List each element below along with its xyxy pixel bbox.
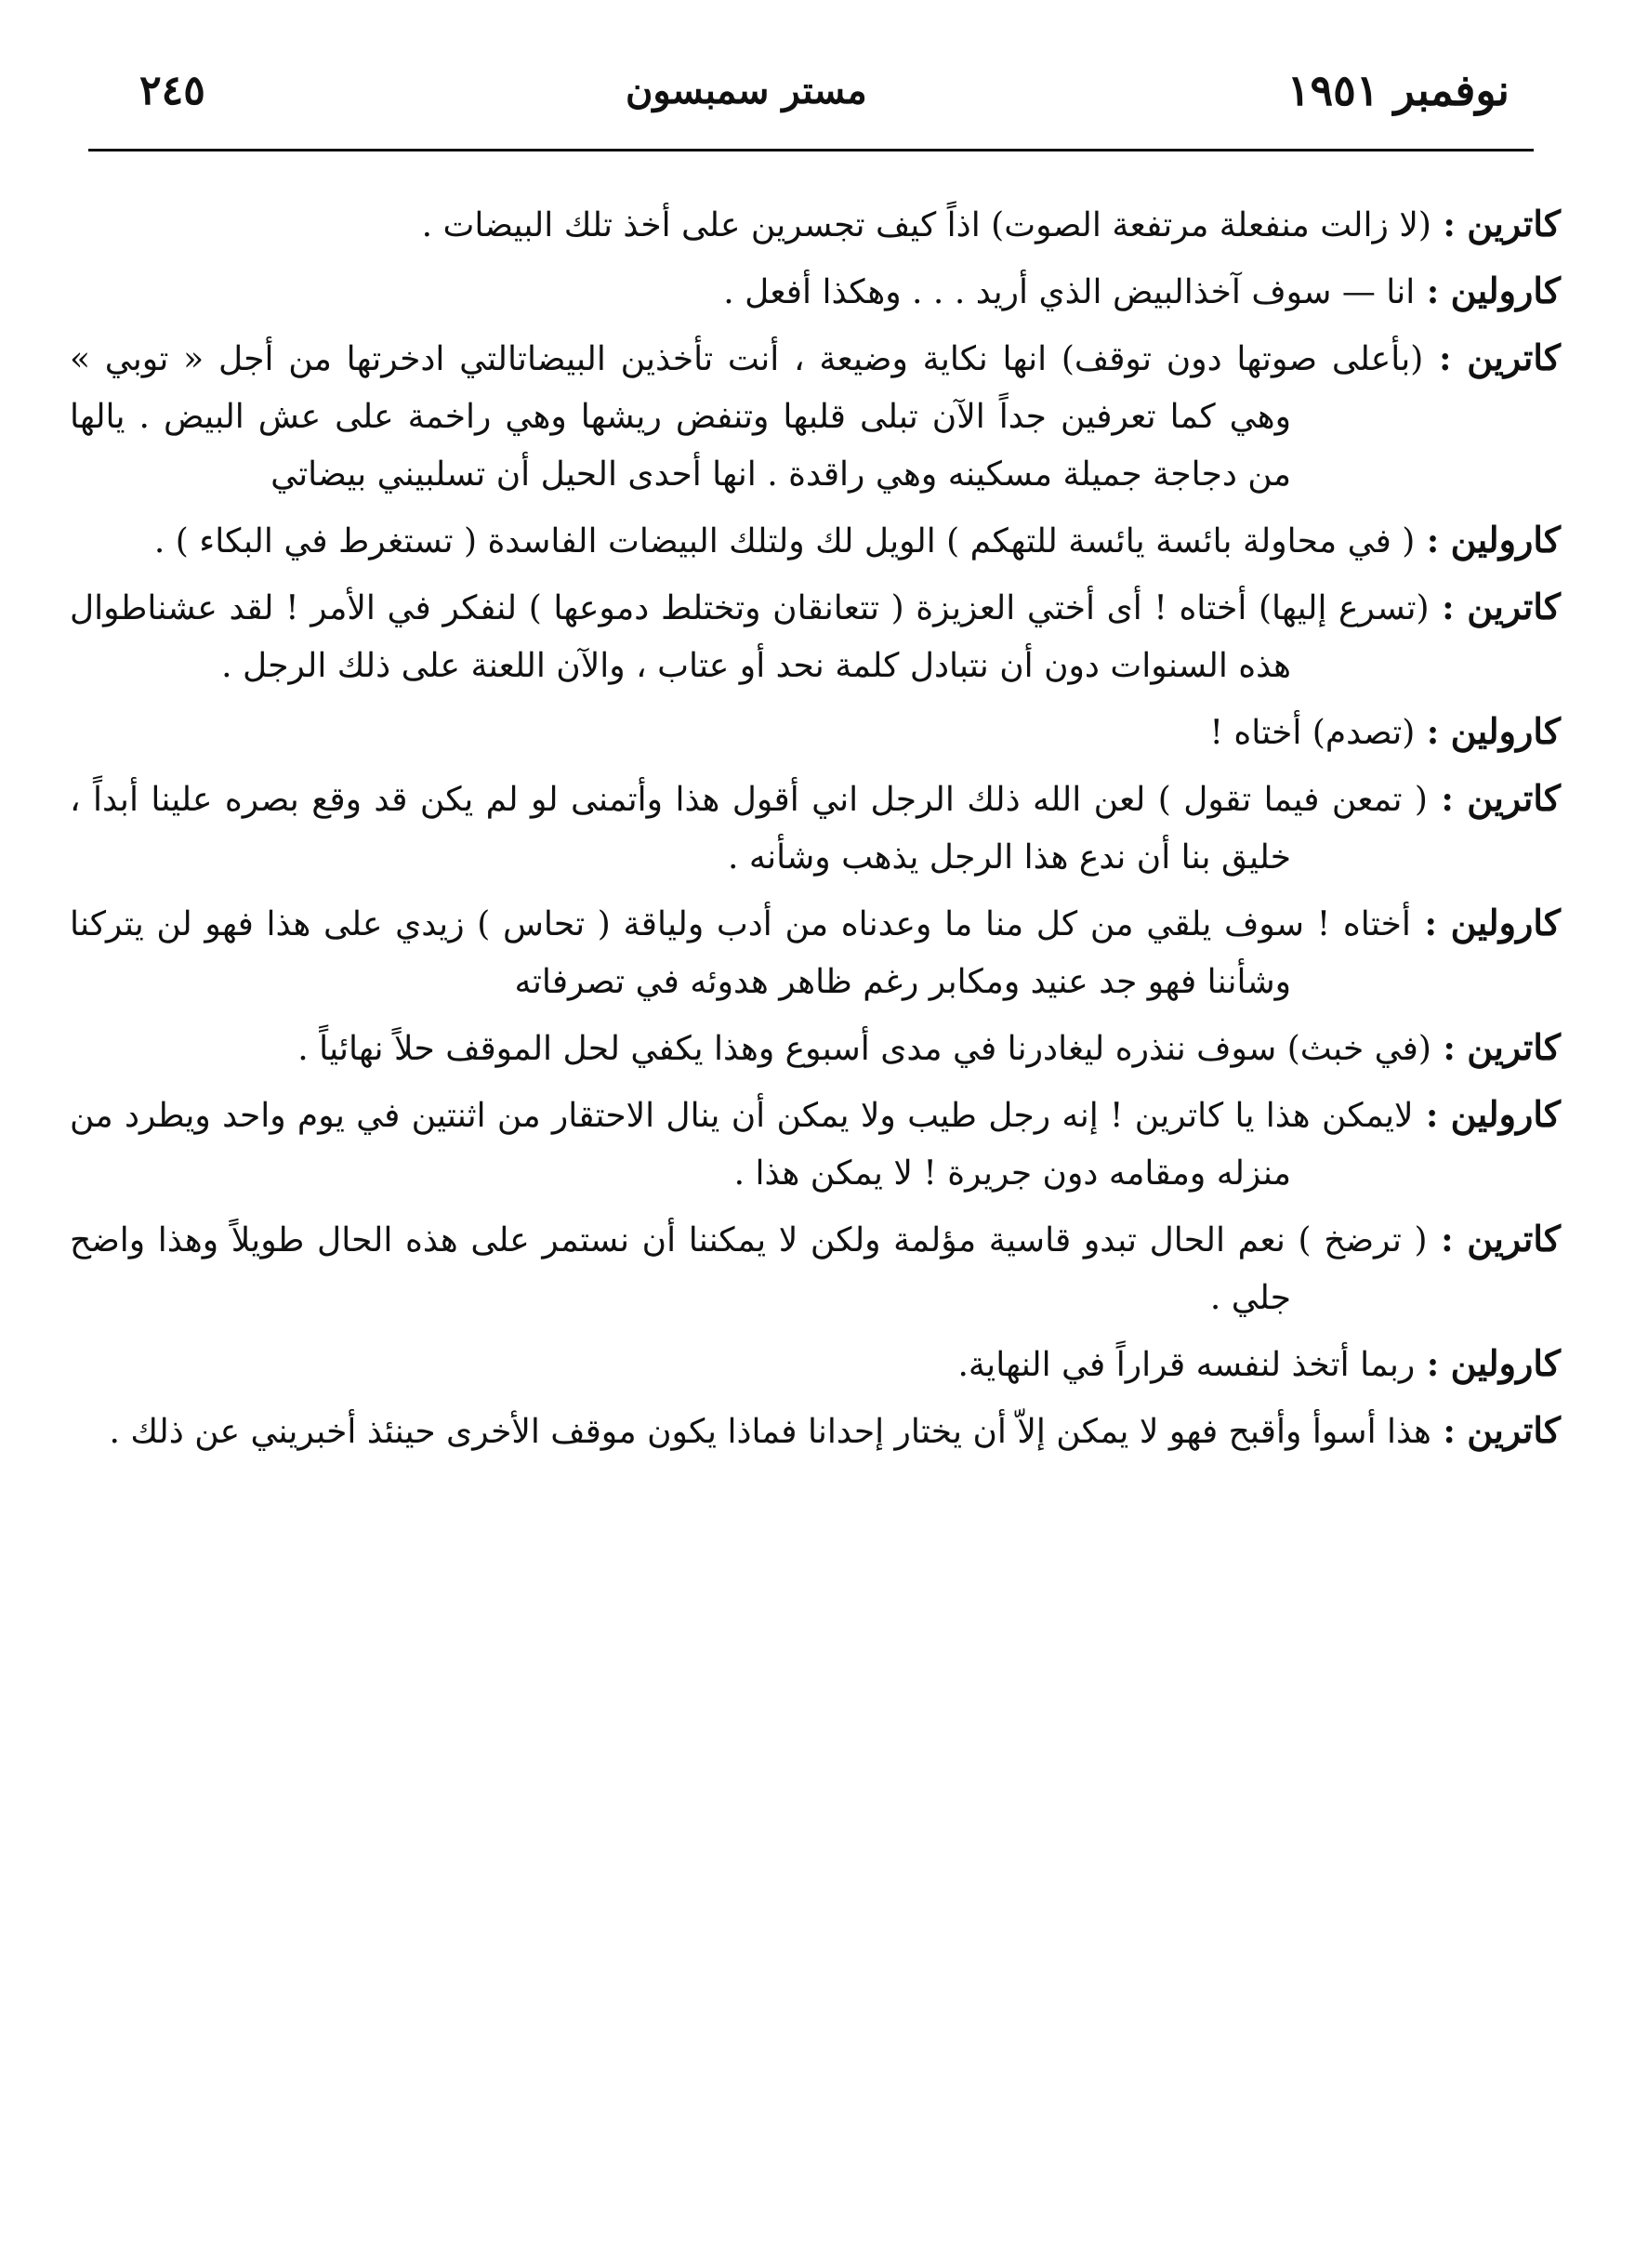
speaker-name: كارولين bbox=[1450, 1093, 1561, 1135]
dialogue-turn: كارولين : (تصدم) أختاه ! bbox=[1209, 710, 1561, 752]
speech-text: (بأعلى صوتها دون توقف) انها نكاية وضيعة ، أنت تأخذين البيضاتالتي ادخرتها من أجل « توبي » وهي كما تعرفين جداً الآن تبلى قلبها وتنفض ريشها وهي راخمة على عش البيض . يالها من دجاجة جميلة مسكينه وهي راقدة . انها أحدى الحيل أن تسلبيني بيضاتي bbox=[70, 340, 1424, 494]
speech-text: هذا أسوأ وأقبح فهو لا يمكن إلاّ أن يختار إحدانا فماذا يكون موقف الأخرى حينئذ أخبريني عن ذلك . bbox=[109, 1413, 1431, 1451]
speech-text: (تسرع إليها) أختاه ! أى أختي العزيزة ( تتعانقان وتختلط دموعها ) لنفكر في الأمر ! لقد عشناطوال هذه السنوات دون أن نتبادل كلمة نحد أو عتاب ، والآن اللعنة على ذلك الرجل . bbox=[70, 589, 1430, 685]
dialogue-turn: كاترين : (لا زالت منفعلة مرتفعة الصوت) اذاً كيف تجسرين على أخذ تلك البيضات . bbox=[421, 203, 1561, 244]
speaker-name: كاترين bbox=[1467, 1218, 1561, 1259]
page-header bbox=[139, 58, 1510, 123]
dialogue-turn: كاترين : ( ترضخ ) نعم الحال تبدو قاسية مؤلمة ولكن لا يمكننا أن نستمر على هذه الحال طويلاً وهذا واضح جلي . bbox=[70, 1218, 1561, 1317]
dialogue-turn: كاترين : هذا أسوأ وأقبح فهو لا يمكن إلاّ أن يختار إحدانا فماذا يكون موقف الأخرى حينئذ أخبريني عن ذلك . bbox=[109, 1409, 1561, 1451]
speaker-name: كارولين bbox=[1450, 1342, 1561, 1384]
magazine-title: مستر سمبسون bbox=[626, 68, 867, 112]
speaker-name: كاترين bbox=[1467, 336, 1561, 378]
dialogue-turn: كارولين : ربما أتخذ لنفسه قراراً في النهاية. bbox=[957, 1342, 1561, 1384]
speech-text: ( ترضخ ) نعم الحال تبدو قاسية مؤلمة ولكن لا يمكننا أن نستمر على هذه الحال طويلاً وهذا واضح جلي . bbox=[70, 1221, 1428, 1317]
speaker-name: كارولين bbox=[1450, 902, 1561, 943]
dialogue-body bbox=[70, 195, 1561, 1469]
speech-text: لايمكن هذا يا كاترين ! إنه رجل طيب ولا يمكن أن ينال الاحتقار من اثنتين في يوم واحد ويطرد من منزله ومقامه دون جريرة ! لا يمكن هذا . bbox=[70, 1097, 1414, 1193]
dialogue-turn: كارولين : انا — سوف آخذالبيض الذي أريد . . . وهكذا أفعل . bbox=[723, 270, 1561, 311]
page-number: ٢٤٥ bbox=[139, 66, 205, 114]
speech-text: ربما أتخذ لنفسه قراراً في النهاية. bbox=[957, 1346, 1416, 1384]
dialogue-turn: كاترين : (في خبث) سوف ننذره ليغادرنا في مدى أسبوع وهذا يكفي لحل الموقف حلاً نهائياً . bbox=[297, 1026, 1561, 1068]
speech-text: أختاه ! سوف يلقي من كل منا ما وعدناه من أدب ولياقة ( تحاس ) زيدي على هذا فهو لن يتركنا وشأننا فهو جد عنيد ومكابر رغم ظاهر هدوئه في تصرفاته bbox=[70, 905, 1411, 1001]
dialogue-turn: كارولين : ( في محاولة بائسة يائسة للتهكم ) الويل لك ولتلك البيضات الفاسدة ( تستغرط في البكاء ) . bbox=[153, 519, 1561, 560]
dialogue-turn: كاترين : (بأعلى صوتها دون توقف) انها نكاية وضيعة ، أنت تأخذين البيضاتالتي ادخرتها من أجل « توبي » وهي كما تعرفين جداً الآن تبلى قلبها وتنفض ريشها وهي راخمة على عش البيض . يالها من دجاجة جميلة مسكينه وهي راقدة . انها أحدى الحيل أن تسلبيني بيضاتي bbox=[70, 336, 1561, 494]
speaker-name: كاترين bbox=[1467, 1409, 1561, 1451]
dialogue-turn: كاترين : (تسرع إليها) أختاه ! أى أختي العزيزة ( تتعانقان وتختلط دموعها ) لنفكر في الأمر ! لقد عشناطوال هذه السنوات دون أن نتبادل كلمة نحد أو عتاب ، والآن اللعنة على ذلك الرجل . bbox=[70, 586, 1561, 685]
speaker-name: كارولين bbox=[1450, 710, 1561, 752]
speaker-name: كاترين bbox=[1467, 203, 1561, 244]
speaker-name: كارولين bbox=[1450, 519, 1561, 560]
speaker-name: كاترين bbox=[1467, 777, 1561, 819]
speech-text: ( تمعن فيما تقول ) لعن الله ذلك الرجل اني أقول هذا وأتمنى لو لم يكن قد وقع بصره علينا أبداً ، خليق بنا أن ندع هذا الرجل يذهب وشأنه . bbox=[70, 781, 1428, 877]
header-date: نوفمبر ١٩٥١ bbox=[1286, 65, 1510, 115]
speech-text: (في خبث) سوف ننذره ليغادرنا في مدى أسبوع وهذا يكفي لحل الموقف حلاً نهائياً . bbox=[297, 1030, 1431, 1068]
dialogue-turn: كارولين : لايمكن هذا يا كاترين ! إنه رجل طيب ولا يمكن أن ينال الاحتقار من اثنتين في يوم واحد ويطرد من منزله ومقامه دون جريرة ! لا يمكن هذا . bbox=[70, 1093, 1561, 1193]
speaker-name: كارولين bbox=[1450, 270, 1561, 311]
dialogue-turn: كاترين : ( تمعن فيما تقول ) لعن الله ذلك الرجل اني أقول هذا وأتمنى لو لم يكن قد وقع بصره علينا أبداً ، خليق بنا أن ندع هذا الرجل يذهب وشأنه . bbox=[70, 777, 1561, 877]
speech-text: انا — سوف آخذالبيض الذي أريد . . . وهكذا أفعل . bbox=[723, 273, 1416, 311]
speaker-name: كاترين bbox=[1467, 586, 1561, 627]
dialogue-turn: كارولين : أختاه ! سوف يلقي من كل منا ما وعدناه من أدب ولياقة ( تحاس ) زيدي على هذا فهو لن يتركنا وشأننا فهو جد عنيد ومكابر رغم ظاهر هدوئه في تصرفاته bbox=[70, 902, 1561, 1001]
speaker-name: كاترين bbox=[1467, 1026, 1561, 1068]
speech-text: (تصدم) أختاه ! bbox=[1209, 714, 1416, 752]
header-rule bbox=[88, 149, 1534, 152]
speech-text: (لا زالت منفعلة مرتفعة الصوت) اذاً كيف تجسرين على أخذ تلك البيضات . bbox=[421, 206, 1431, 244]
speech-text: ( في محاولة بائسة يائسة للتهكم ) الويل لك ولتلك البيضات الفاسدة ( تستغرط في البكاء ) . bbox=[153, 522, 1416, 560]
